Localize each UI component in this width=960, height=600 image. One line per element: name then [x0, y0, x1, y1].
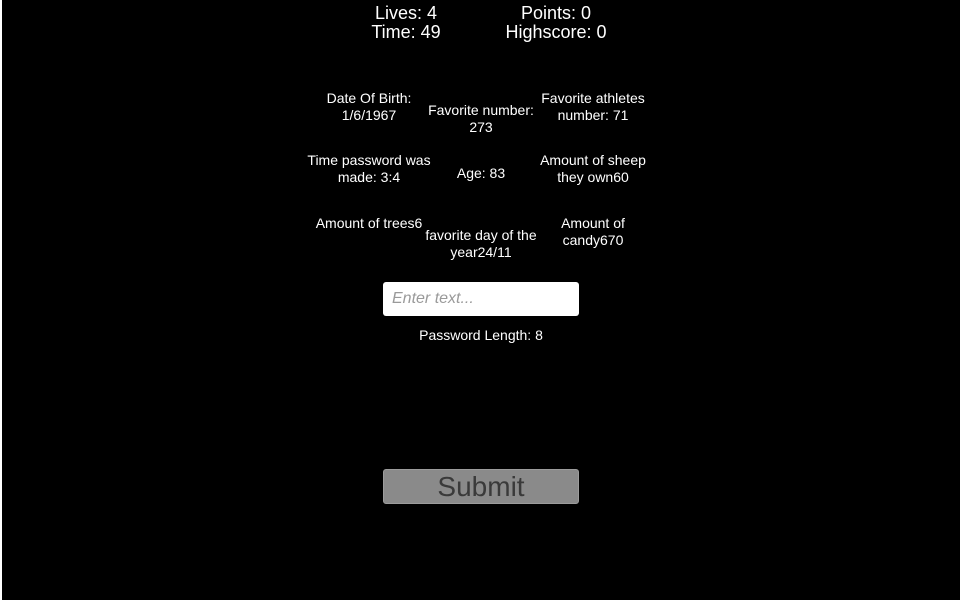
points-counter: Points: 0 [520, 3, 592, 23]
hint-athletes-number: Favorite athletes number: 71 [541, 90, 645, 123]
hint-date-of-birth: Date Of Birth: 1/6/1967 [326, 90, 412, 123]
hint-candy-amount: Amount of candy670 [561, 215, 625, 248]
hint-time-password-made: Time password was made: 3:4 [307, 152, 431, 185]
game-screen [2, 0, 960, 600]
lives-counter: Lives: 4 [374, 3, 438, 23]
password-length-label: Password Length: 8 [419, 327, 543, 343]
time-counter: Time: 49 [371, 22, 441, 42]
highscore-counter: Highscore: 0 [505, 22, 607, 42]
hint-favorite-number: Favorite number: 273 [428, 102, 534, 135]
hint-trees-amount: Amount of trees6 [315, 215, 423, 231]
hint-favorite-day: favorite day of the year24/11 [425, 227, 537, 260]
hint-sheep-owned: Amount of sheep they own60 [540, 152, 646, 185]
hint-age: Age: 83 [456, 165, 506, 181]
password-input[interactable] [383, 282, 579, 316]
submit-button[interactable]: Submit [383, 469, 579, 504]
